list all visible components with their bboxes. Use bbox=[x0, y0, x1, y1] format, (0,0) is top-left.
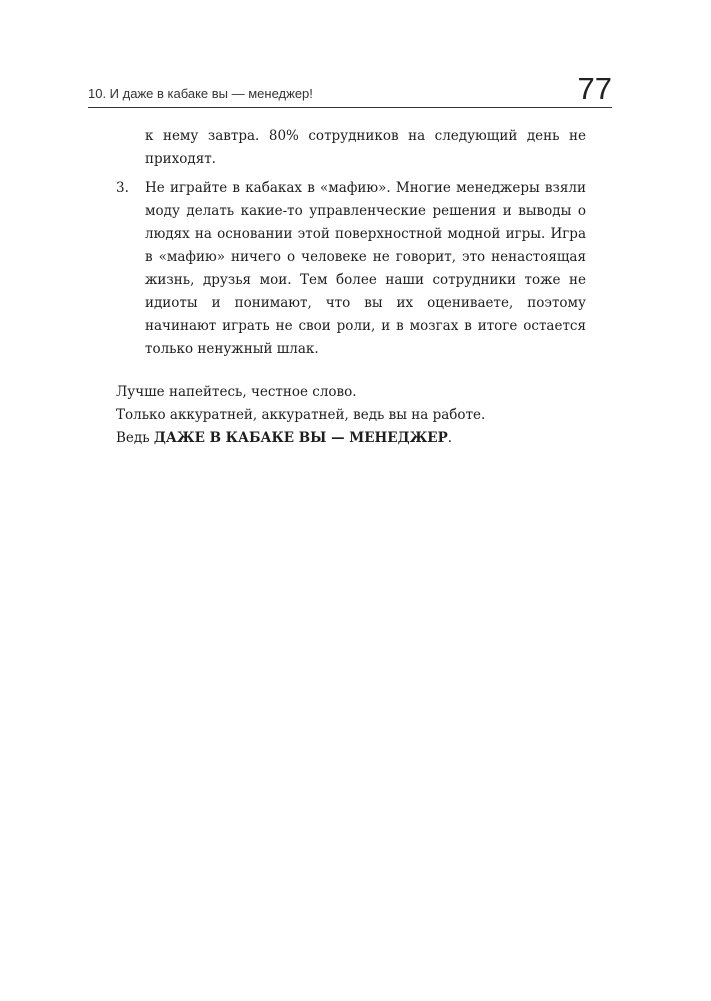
closing-emphasis: ДАЖЕ В КАБАКЕ ВЫ — МЕНЕДЖЕР bbox=[153, 430, 448, 446]
header-rule bbox=[88, 107, 612, 108]
chapter-title: 10. И даже в кабаке вы — менеджер! bbox=[88, 86, 313, 101]
closing-paragraph bbox=[116, 381, 586, 450]
closing-line-3-suffix: . bbox=[447, 430, 453, 446]
page-number: 77 bbox=[577, 71, 612, 106]
body-text bbox=[116, 125, 586, 450]
closing-line-3-prefix: Ведь bbox=[116, 430, 154, 446]
list-item-3 bbox=[116, 177, 586, 361]
continued-list-item: к нему завтра. 80% сотрудников на следующий день не приходят. bbox=[145, 128, 586, 167]
closing-line-1: Лучше напейтесь, честное слово. bbox=[116, 384, 357, 400]
list-item-text: Не играйте в кабаках в «мафию». Многие менеджеры взяли моду делать какие-то управленческие решения и выводы о людях на основании этой поверхностной модной игры. Игра в «мафию» ничего о человеке не говорит, это ненастоящая жизнь, друзья мои. Тем более наши сотрудники тоже не идиоты и понимают, что вы их оцениваете, поэтому начинают играть не свои роли, и в мозгах в итоге остается только ненужный шлак. bbox=[145, 180, 586, 357]
closing-line-2: Только аккуратней, аккуратней, ведь вы на работе. bbox=[116, 407, 486, 423]
running-header bbox=[88, 64, 612, 108]
list-item-number: 3. bbox=[116, 180, 129, 196]
closing-line-3 bbox=[116, 427, 586, 450]
